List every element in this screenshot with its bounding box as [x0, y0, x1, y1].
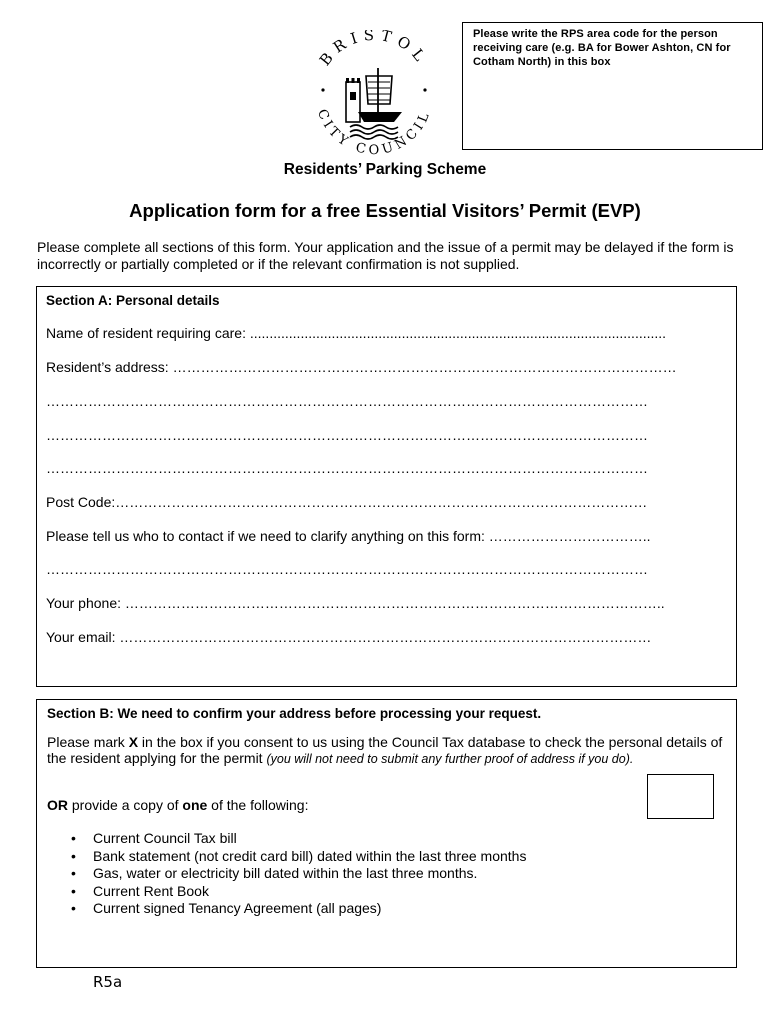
address-line-3[interactable]: ………………………………………………………………………………………………………………… — [46, 427, 648, 443]
list-item: • Current signed Tenancy Agreement (all pages) — [71, 900, 382, 916]
section-b-heading: Section B: We need to confirm your address before processing your request. — [47, 706, 542, 721]
resident-name-field[interactable]: Name of resident requiring care: ........................................................................................................... — [46, 325, 667, 341]
proof-document-list — [71, 830, 526, 918]
list-item: • Bank statement (not credit card bill) dated within the last three months — [71, 847, 527, 864]
or-text-post: of the following: — [207, 797, 309, 813]
resident-address-field[interactable]: Resident’s address: ……………………………………………………………………………………………… — [46, 359, 677, 375]
bristol-city-council-logo — [306, 30, 442, 156]
list-item: • Current Council Tax bill — [71, 830, 237, 846]
svg-text:BRISTOL — [316, 30, 432, 69]
post-code-field[interactable]: Post Code:…………………………………………………………………………………………………… — [46, 494, 648, 510]
or-label: OR — [47, 797, 68, 813]
logo-top-text: BRISTOL — [315, 30, 433, 70]
list-item: • Current Rent Book — [71, 882, 209, 899]
form-title: Application form for a free Essential Visitors’ Permit (EVP) — [129, 200, 641, 221]
consent-note: (you will not need to submit any further proof of address if you do). — [266, 752, 634, 766]
or-text-pre: provide a copy of — [68, 797, 183, 813]
consent-text-post: in the box if you consent to us using the Council Tax database to check the personal details of the resident applying for the permit — [47, 734, 723, 766]
consent-paragraph — [47, 734, 727, 767]
or-line — [47, 797, 308, 813]
section-b-address-confirmation — [36, 699, 737, 968]
consent-mark: X — [128, 734, 139, 750]
address-line-2[interactable]: ………………………………………………………………………………………………………………… — [46, 393, 648, 409]
rps-instruction: Please write the RPS area code for the person receiving care (e.g. BA for Bower Ashton, CN for Cotham North) in this box — [473, 28, 731, 68]
or-one: one — [182, 797, 208, 813]
consent-checkbox[interactable] — [647, 774, 714, 819]
phone-field[interactable]: Your phone: …………………………………………………………………………………………………….. — [46, 595, 665, 611]
scheme-title: Residents’ Parking Scheme — [283, 161, 487, 178]
intro-text: Please complete all sections of this form. Your application and the issue of a permit may be delayed if the form is incorrectly or partially completed or if the relevant confirmation is not supplied. — [37, 239, 734, 272]
consent-text-pre: Please mark — [47, 734, 129, 750]
section-a-heading: Section A: Personal details — [46, 293, 220, 308]
address-line-4[interactable]: ………………………………………………………………………………………………………………… — [46, 460, 648, 476]
form-code: R5a — [93, 973, 123, 991]
contact-person-line-2[interactable]: ………………………………………………………………………………………………………………… — [46, 561, 648, 577]
logo-bottom-text: CITY COUNCIL — [313, 107, 435, 156]
email-field[interactable]: Your email: …………………………………………………………………………………………………… — [46, 629, 652, 645]
list-item: • Gas, water or electricity bill dated within the last three months. — [71, 865, 478, 881]
section-a-personal-details — [36, 286, 737, 687]
contact-person-field[interactable]: Please tell us who to contact if we need to clarify anything on this form: …………………………….. — [46, 528, 651, 544]
